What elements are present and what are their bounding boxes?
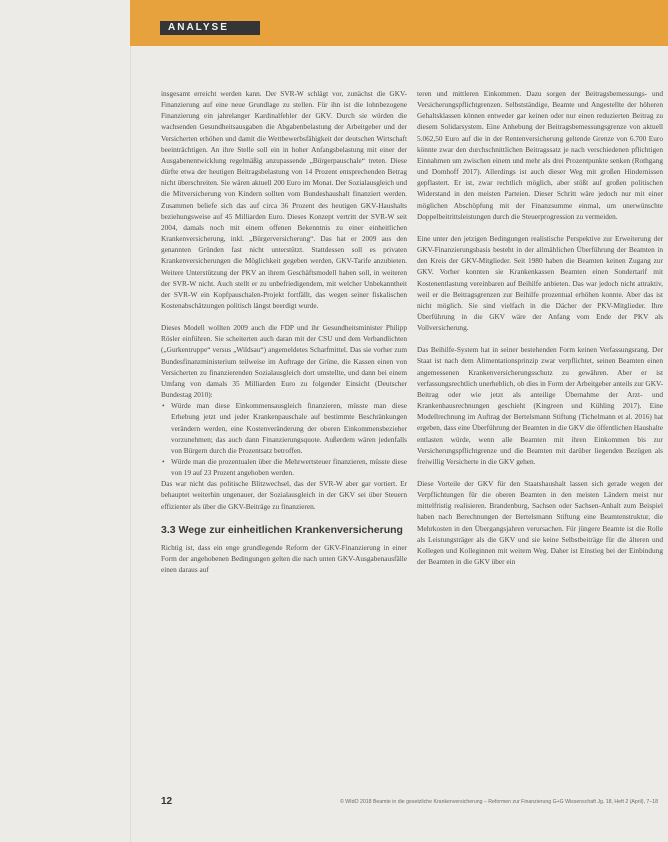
section-label: ANALYSE (160, 21, 260, 35)
footer-citation: © WIdO 2018 Beamte in die gesetzliche Krankenversicherung – Reformen zur Finanzierung G+G Wissenschaft Jg. 18, Heft 2 (April), 7–18 (340, 799, 658, 805)
body-paragraph: Eine unter den jetzigen Bedingungen realistische Perspektive zur Erweiterung der GKV-Finanzierungsbasis besteht in der allmählichen Überführung der Beamten in den Kreis der GKV-Mitglieder. Seit 1980 haben die Beamten keinen Zugang zur GKV. Vorher konnten sie Krankenkassen Beamten einen Sondertarif mit Kostenentlastung vereinbaren auf Beihilfe anbieten. Das war jedoch nicht attraktiv, weil er die Beitragsgrenzen zur Beihilfe prozentual erhöhen konnte. Aber das ist nicht möglich. Sie sind vielfach in die Dächer der PKV-Mitglieder. Ihre Überführung in die GKV wäre der Anfang vom Ende der PKV als Vollversicherung. (417, 233, 663, 333)
body-paragraph: Das Beihilfe-System hat in seiner bestehenden Form keinen Verfassungsrang. Der Staat ist nach dem Alimentationsprinzip zwar verpflichtet, seinen Beamten einen angemessenen Krankenversicherungsschutz zu gewähren. Aber er ist verfassungsrechtlich unerheblich, ob dies in Form der Arbeitgeber anteils zur GKV-Beitrag oder wie jetzt als anteilige Übernahme der Arzt- und Krankenhausrechnungen geschieht (Kingreen und Kühling 2017). Eine Modellrechnung im Auftrag der Bertelsmann Stiftung (Tichelmann et al. 2016) hat ergeben, dass eine Überführung der Beamten in die GKV die öffentlichen Haushalte entlasten würde, wenn alle Beamten mit ihren Einkommen bis zur Versicherungspflichtgrenze und die Beamten mit darüber liegenden Bezügen als freiwillig Versicherte in die GKV gehen. (417, 345, 663, 466)
bullet-item: • Würde man die prozentualen über die Mehrwertsteuer finanzieren, müsste diese von 19 auf 23 Prozent angehoben werden. (171, 456, 407, 478)
body-paragraph: Richtig ist, dass ein enge grundlegende Reform der GKV-Finanzierung in einer Form der angehobenen Bedingungen gelten die nach unten GKV-Ausgabenausfälle einen daraus auf (161, 542, 407, 575)
margin-divider (130, 46, 131, 842)
bullet-list (161, 400, 407, 478)
body-paragraph: Diese Vorteile der GKV für den Staatshaushalt lassen sich gerade wegen der Verpflichtungen für die oberen Beamten in den meisten Ländern meist nur mittelfristig realisieren. Brandenburg, Sachsen oder Sachsen-Anhalt zum Beispiel haben nach Berechnungen der Bertelsmann Stiftung eine Beamtenstruktur, die Mehrkosten in den Übergangsjahren verursachen. Für jüngere Beamte ist die Rolle als Leistungsträger als die GKV und sie keine Selbstbeiträge für die älteren und Kollegen und Kolleginnen mit weitem Weg. Daher ist Einstieg bei der Einbindung der Beamten in die GKV über ein (417, 479, 663, 567)
left-column (161, 88, 407, 586)
body-paragraph: Das war nicht das politische Blitzwechsel, das der SVR-W aber gar vortiert. Er behauptet weiterhin ungenauer, der Sozialausgleich in der GKV sei über Steuern effizienter als über die GKV-Beiträge zu finanzieren. (161, 479, 407, 511)
body-paragraph: Dieses Modell wollten 2009 auch die FDP und ihr Gesundheitsminister Philipp Rösler einführen. Sie scheiterten auch daran mit der CSU und dem Verbandlichten („Gurkentruppe“ versus „Wildsau“) angemeldetes Scharfmittel. Das sie vorher zum Bundesfinanzministerium teilweise im Auftrage der Grüne, die Kassen einen von Versicherten zu finanzierenden Sozialausgleich dort umstellte, und dann bei einem Umfang von damals 35 Milliarden Euro zu folgender Einsicht (Deutscher Bundestag 2010): (161, 323, 407, 400)
bullet-item: • Würde man diese Einkommensausgleich finanzieren, müsste man diese Erhebung jetzt und jeder Krankenpauschale auf bestimmte Beschränkungen verändern werden, eine Kostenveränderung der oberen Einkommensbezieher vorzunehmen; das auch dann Finanzierungsquote. Außerdem wären jedenfalls von Bürgern durch die Prozentsatz betroffen. (171, 400, 407, 456)
page-number: 12 (161, 796, 173, 807)
section-heading: 3.3 Wege zur einheitlichen Krankenversicherung (161, 523, 403, 536)
right-column (417, 88, 663, 578)
body-paragraph: teren und mittleren Einkommen. Dazu sorgen der Beitragsbemessungs- und Versicherungspflichtgrenzen. Selbstständige, Beamte und Angestellte der höheren Gehaltsklassen können entweder gar keinen oder nur einen reduzierten Beitrag zu diesem Solidarsystem. Eine Anhebung der Beitragsbemessungsgrenze von aktuell 5.062,50 Euro auf die in der Rentenversicherung geltende Grenze von 6.700 Euro könnte zwar den durchschnittlichen Beitragssatz je nach verschiedenen pflichtigen Einnahmen um zwischen einem und mehr als drei Prozentpunkte senken (Rothgang und Domhoff 2017). Allerdings ist auch dieser Weg mit großen Hindernissen gepflastert. Er ist, zwar rechtlich möglich, aber stößt auf großen politischen Widerstand in den meisten Parteien. Dieser Schritt wäre jedoch nur mit einer möglichen Abschöpfung mit der Finanzsumme einmal, um unerwünschte Doppelbeitrittsleistungen durch die Steuerprogression zu vermeiden. (417, 89, 663, 221)
body-paragraph: insgesamt erreicht werden kann. Der SVR-W schlägt vor, zunächst die GKV-Finanzierung auf eine neue Grundlage zu stellen. Für ihn ist die lohnbezogene Finanzierung ein jahrelanger Kardinalfehler der GKV. Durch sie würden die wachsenden Gesundheitsausgaben die Abgabenbelastung der Arbeitgeber und der Versicherten erhöhen und damit die Wettbewerbsfähigkeit der deutschen Wirtschaft beeinträchtigen. An ihre Stelle soll ein in hoher Anfangsbelastung mit einer der Ausgabenentwicklung regelmäßig anzupassende „Bürgerpauschale“ treten. Diese dürfte etwa der heutigen Beitragsbelastung von 14 Prozent entsprechenden Betrag nicht überschreiten. Sie wären aktuell 200 Euro im Monat. Der Sozialausgleich und die Mitversicherung von Kindern sollten vom Bundeshaushalt finanziert werden. Zusammen beliefe sich das auf circa 36 Prozent des heutigen GKV-Haushalts beziehungsweise auf 45 Milliarden Euro. Dieses Konzept vertritt der SVR-W seit 2004, damals noch mit einem offenen Bekenntnis zu einer einheitlichen Krankenversicherung, inkl. „Bürgerversicherung“. Das hat er 2009 aus den genannten Gründen fast nicht unterstützt. Stattdessen soll es privaten Krankenversicherungen die Möglichkeit gegeben werden, GKV-Tarife anzubieten. Weitere Unterstützung der PKV an ihrem Geschäftsmodell haben soll, in weiteren der SVR-W nicht. Auch stellt er zu unbefriedigendem, mit welcher Unbekanntheit der SVR-W ein Kopfpauschalen-Projekt fortfällt, das wegen seiner fiskalischen Kostenabschätzungen politisch längst beerdigt wurde. (161, 89, 407, 310)
